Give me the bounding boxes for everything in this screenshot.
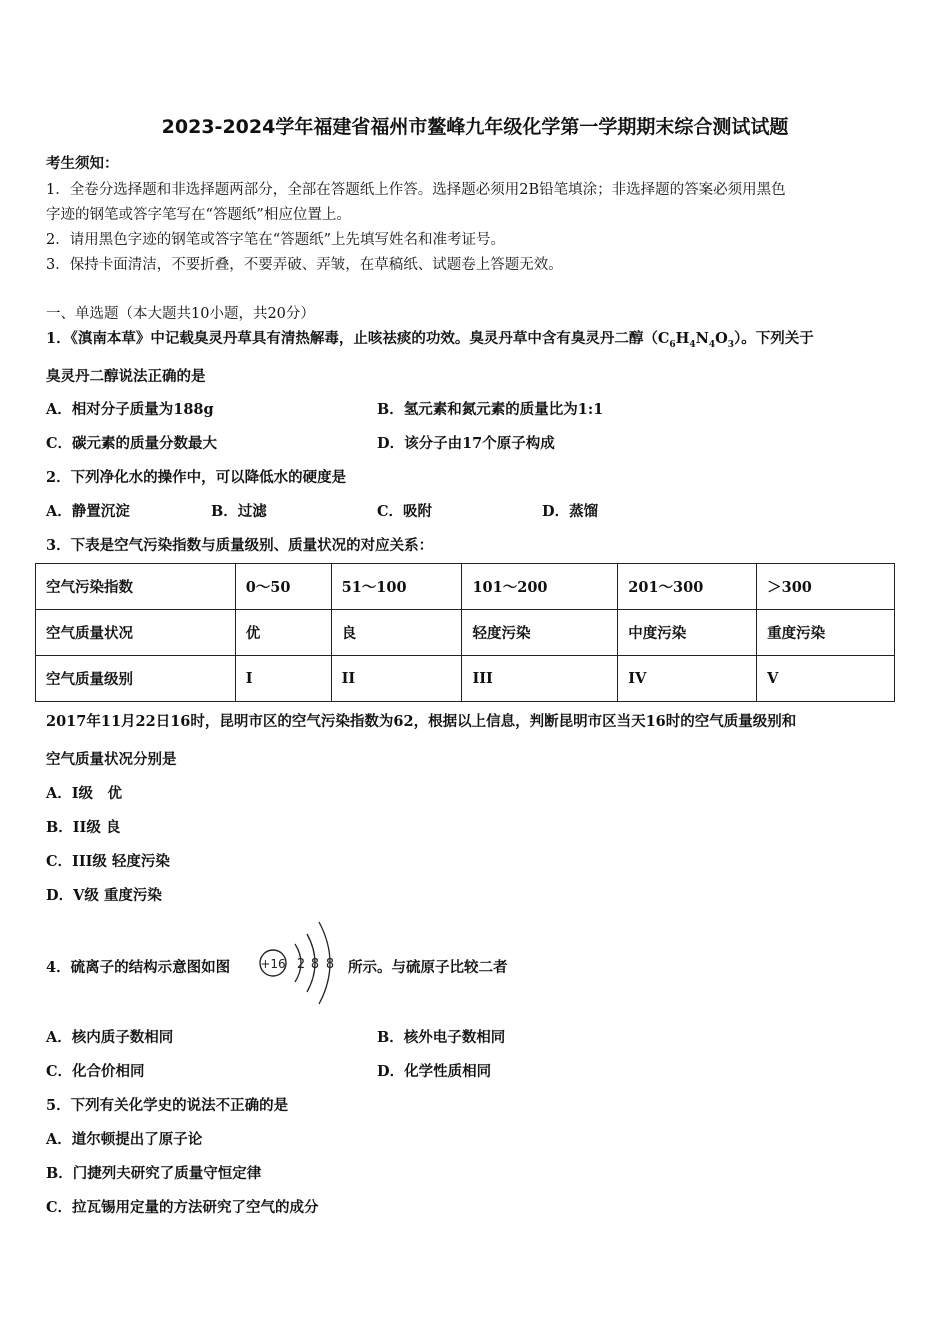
- notice-line-1a: 1．全卷分选择题和非选择题两部分，全部在答题纸上作答。选择题必须用2B铅笔填涂；非选择题的答案必须用黑色: [46, 182, 786, 198]
- q1-stem: [46, 327, 814, 350]
- q1-n: N: [695, 330, 709, 347]
- table-cell: 101～200: [462, 564, 618, 610]
- q3-stem: 3．下表是空气污染指数与质量级别、质量状况的对应关系：: [46, 537, 434, 554]
- table-row: [36, 564, 895, 610]
- shell-2-electrons: 8: [310, 957, 320, 972]
- q3-option-d: D．V级 重度污染: [46, 887, 162, 904]
- q3-info-1: 2017年11月22日16时，昆明市区的空气污染指数为62，根据以上信息，判断昆明市区当天16时的空气质量级别和: [46, 713, 797, 730]
- table-row: [36, 610, 895, 656]
- q1-o: O: [715, 330, 728, 347]
- table-cell: 空气质量状况: [36, 610, 236, 656]
- table-cell: III: [462, 656, 618, 702]
- table-cell: V: [757, 656, 895, 702]
- q1-option-a: A．相对分子质量为188g: [46, 401, 214, 418]
- q3-option-a: A．I级 优: [46, 785, 123, 802]
- section-heading: 一、单选题（本大题共10小题，共20分）: [46, 306, 315, 322]
- table-cell: 空气质量级别: [36, 656, 236, 702]
- q4-option-a: A．核内质子数相同: [46, 1029, 174, 1046]
- table-cell: 中度污染: [618, 610, 757, 656]
- q2-option-b: B．过滤: [211, 503, 267, 520]
- q2-option-c: C．吸附: [377, 503, 433, 520]
- table-cell: II: [331, 656, 462, 702]
- q1-option-d: D．该分子由17个原子构成: [377, 435, 555, 452]
- q1-option-c: C．碳元素的质量分数最大: [46, 435, 218, 452]
- table-cell: I: [235, 656, 331, 702]
- table-cell: 201～300: [618, 564, 757, 610]
- q5-option-c: C．拉瓦锡用定量的方法研究了空气的成分: [46, 1199, 319, 1216]
- notice-heading: 考生须知：: [46, 155, 119, 172]
- q1-sub-4b: 4: [708, 339, 716, 350]
- q1-stem-end: ）。下列关于: [734, 330, 814, 347]
- table-cell: 轻度污染: [462, 610, 618, 656]
- q1-sub-6: 6: [669, 339, 676, 350]
- q4-option-c: C．化合价相同: [46, 1063, 145, 1080]
- table-cell: 优: [235, 610, 331, 656]
- notice-line-3: 3．保持卡面清洁，不要折叠，不要弄破、弄皱，在草稿纸、试题卷上答题无效。: [46, 257, 563, 273]
- notice-line-1b: 字迹的钢笔或答字笔写在“答题纸”相应位置上。: [46, 207, 351, 223]
- nucleus-label: +16: [260, 957, 286, 971]
- table-cell: 空气污染指数: [36, 564, 236, 610]
- q2-stem: 2．下列净化水的操作中，可以降低水的硬度是: [46, 469, 347, 486]
- q4-stem-a: 4．硫离子的结构示意图如图: [46, 959, 231, 976]
- shell-3-electrons: 8: [325, 957, 335, 972]
- q3-info-2: 空气质量状况分别是: [46, 751, 177, 768]
- table-cell: IV: [618, 656, 757, 702]
- q1-sub-4a: 4: [689, 339, 696, 350]
- q1-option-b: B．氢元素和氮元素的质量比为1:1: [377, 401, 604, 418]
- q4-option-d: D．化学性质相同: [377, 1063, 492, 1080]
- q3-option-c: C．III级 轻度污染: [46, 853, 170, 870]
- shell-1-electrons: 2: [296, 957, 306, 972]
- page-title: 2023-2024学年福建省福州市鳌峰九年级化学第一学期期末综合测试试题: [161, 116, 789, 138]
- table-cell: 51～100: [331, 564, 462, 610]
- q1-sub-3: 3: [727, 339, 735, 350]
- q5-option-a: A．道尔顿提出了原子论: [46, 1131, 203, 1148]
- q4-option-b: B．核外电子数相同: [377, 1029, 506, 1046]
- table-cell: 良: [331, 610, 462, 656]
- notice-line-2: 2．请用黑色字迹的钢笔或答字笔在“答题纸”上先填写姓名和准考证号。: [46, 232, 506, 248]
- q2-option-a: A．静置沉淀: [46, 503, 130, 520]
- q5-option-b: B．门捷列夫研究了质量守恒定律: [46, 1165, 262, 1182]
- q1-stem-2: 臭灵丹二醇说法正确的是: [46, 368, 206, 385]
- air-quality-table: [35, 563, 895, 702]
- table-cell: 重度污染: [757, 610, 895, 656]
- q1-h: H: [675, 330, 690, 347]
- table-cell: 0～50: [235, 564, 331, 610]
- q4-stem-b: 所示。与硫原子比较二者: [348, 959, 508, 976]
- q2-option-d: D．蒸馏: [542, 503, 599, 520]
- q5-stem: 5．下列有关化学史的说法不正确的是: [46, 1097, 289, 1114]
- q1-stem-text: 1．《滇南本草》中记载臭灵丹草具有清热解毒，止咳祛痰的功效。臭灵丹草中含有臭灵丹二醇（C: [46, 330, 670, 347]
- table-row: [36, 656, 895, 702]
- sulfur-ion-diagram: [257, 918, 347, 1008]
- table-cell: ＞300: [757, 564, 895, 610]
- q3-option-b: B．II级 良: [46, 819, 121, 836]
